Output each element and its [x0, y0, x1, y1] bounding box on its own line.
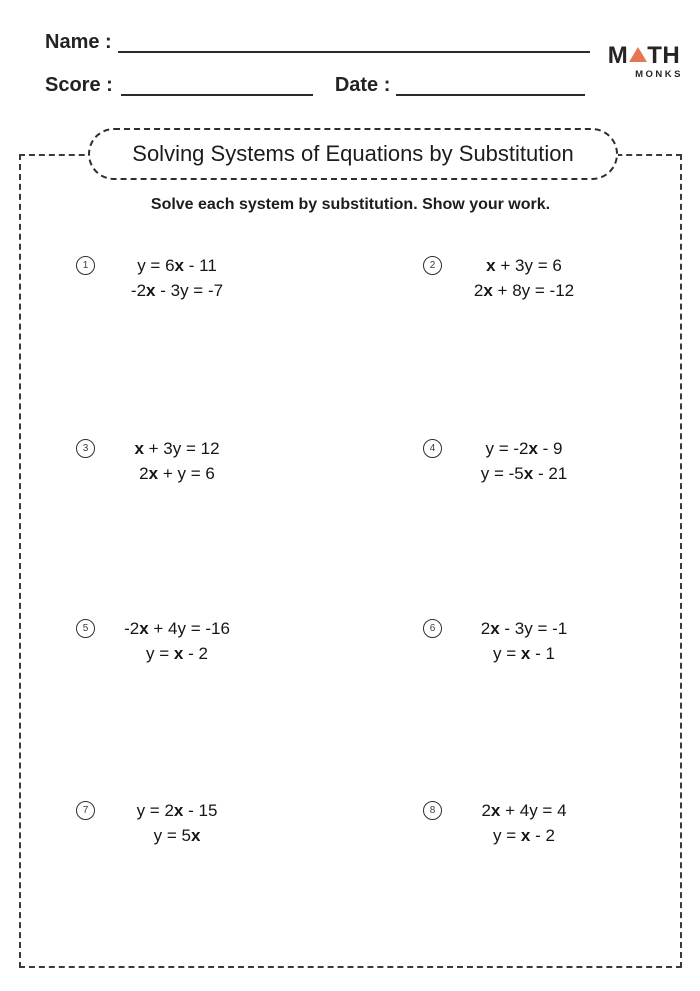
- problem-1: [76, 253, 247, 303]
- problem-number-badge: 3: [76, 439, 95, 458]
- problem-number-badge: 5: [76, 619, 95, 638]
- equation-line: 2x - 3y = -1: [480, 619, 568, 638]
- equation-block: [107, 616, 247, 666]
- page-title: Solving Systems of Equations by Substitution: [132, 141, 574, 166]
- score-label: Score :: [45, 74, 113, 96]
- problem-7: [76, 798, 247, 848]
- problem-number-badge: 6: [423, 619, 442, 638]
- orange-triangle-icon: [629, 47, 647, 62]
- problem-number-badge: 2: [423, 256, 442, 275]
- name-row: [45, 31, 590, 53]
- problem-3: [76, 436, 247, 486]
- problem-6: [423, 616, 594, 666]
- logo-subtext: MONKS: [635, 69, 683, 80]
- equation-block: [454, 436, 594, 486]
- name-label: Name :: [45, 31, 112, 53]
- equation-line: y = -5x - 21: [480, 464, 568, 483]
- problem-4: [423, 436, 594, 486]
- problem-8: [423, 798, 594, 848]
- score-blank-line: [121, 74, 313, 96]
- math-monks-logo: [604, 44, 684, 80]
- equation-line: 2x + y = 6: [139, 464, 215, 483]
- problem-5: [76, 616, 247, 666]
- equation-line: 2x + 4y = 4: [481, 801, 567, 820]
- equation-line: 2x + 8y = -12: [473, 281, 575, 300]
- equation-block: [454, 798, 594, 848]
- equation-line: y = x - 2: [493, 826, 555, 845]
- problem-2: [423, 253, 594, 303]
- equation-line: -2x - 3y = -7: [130, 281, 224, 300]
- equation-block: [107, 798, 247, 848]
- equation-line: y = x - 2: [146, 644, 208, 663]
- name-blank-line: [118, 31, 590, 53]
- equation-line: y = 5x: [153, 826, 201, 845]
- logo-wordmark: [604, 44, 684, 68]
- logo-th: TH: [647, 42, 681, 69]
- problem-number-badge: 1: [76, 256, 95, 275]
- equation-line: y = 2x - 15: [136, 801, 218, 820]
- logo-m: M: [607, 42, 629, 69]
- date-blank-line: [396, 74, 585, 96]
- equation-line: -2x + 4y = -16: [124, 619, 230, 638]
- equation-line: y = 6x - 11: [137, 256, 217, 275]
- equation-line: x + 3y = 12: [134, 439, 220, 458]
- score-date-row: [45, 74, 585, 96]
- title-pill: [88, 128, 618, 180]
- problem-number-badge: 8: [423, 801, 442, 820]
- equation-line: x + 3y = 6: [486, 256, 562, 275]
- equation-block: [107, 436, 247, 486]
- problem-number-badge: 7: [76, 801, 95, 820]
- date-label: Date :: [334, 74, 391, 96]
- problem-number-badge: 4: [423, 439, 442, 458]
- equation-block: [107, 253, 247, 303]
- instruction-text: Solve each system by substitution. Show your work.: [150, 196, 551, 213]
- equation-block: [454, 253, 594, 303]
- equation-line: y = -2x - 9: [485, 439, 563, 458]
- equation-block: [454, 616, 594, 666]
- equation-line: y = x - 1: [493, 644, 555, 663]
